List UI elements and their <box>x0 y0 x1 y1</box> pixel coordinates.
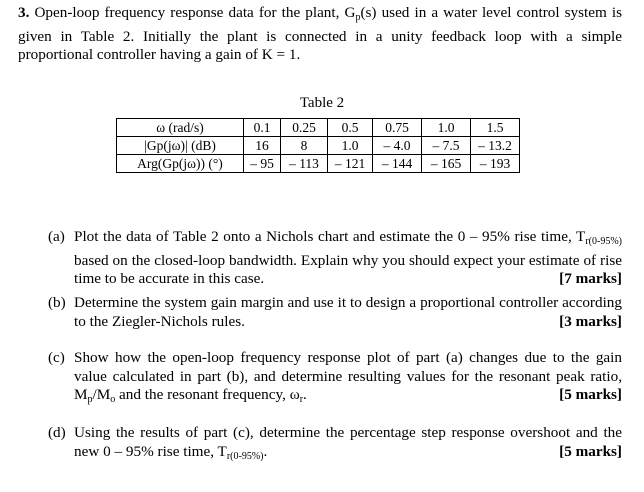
row-header: |Gp(jω)| (dB) <box>117 137 244 155</box>
table-cell: – 13.2 <box>471 137 520 155</box>
part-d-marks: [5 marks] <box>559 442 622 460</box>
part-c-sub-p: p <box>87 394 93 405</box>
intro-subscript: p <box>355 12 361 23</box>
part-c-sub-r: r <box>299 394 304 405</box>
table-cell: 0.25 <box>281 119 328 137</box>
table-cell: – 7.5 <box>422 137 471 155</box>
table-cell: 1.0 <box>328 137 373 155</box>
row-header: ω (rad/s) <box>117 119 244 137</box>
part-d-label: (d) <box>48 424 66 441</box>
table-cell: 1.0 <box>422 119 471 137</box>
table-cell: – 193 <box>471 155 520 173</box>
intro-text-2: (s) used in a water level control system is given in Table 2. Initially the plant is connected in a unity feedback loop with a simple proportional controller having a gain of K = 1. <box>18 4 623 63</box>
table-cell: – 165 <box>422 155 471 173</box>
part-d-text-1: Using the results of part (c), determine the percentage step response overshoot and the new 0 – 95% rise time, T <box>74 424 622 460</box>
part-d-text-2: . <box>263 442 268 460</box>
part-c-sub-o: o <box>110 394 116 405</box>
table-row <box>117 155 520 173</box>
table-cell: 8 <box>281 137 328 155</box>
part-d <box>48 424 622 466</box>
part-b-marks: [3 marks] <box>559 312 622 330</box>
part-c <box>48 349 622 410</box>
table-row <box>117 137 520 155</box>
part-a-subscript: r(0-95%) <box>585 236 622 247</box>
part-c-label: (c) <box>48 349 65 366</box>
intro-text-1: Open-loop frequency response data for the plant, G <box>34 4 356 21</box>
table-cell: 0.5 <box>328 119 373 137</box>
part-a-text <box>74 228 622 289</box>
frequency-response-table <box>116 118 520 173</box>
question-intro <box>18 4 622 65</box>
table-row <box>117 119 520 137</box>
table-cell: – 4.0 <box>373 137 422 155</box>
part-a-text-1: Plot the data of Table 2 onto a Nichols chart and estimate the 0 – 95% rise time, T <box>74 228 586 245</box>
part-a-label: (a) <box>48 228 65 245</box>
part-c-marks: [5 marks] <box>559 386 622 403</box>
part-b-text <box>74 294 622 331</box>
part-a-marks: [7 marks] <box>559 270 622 287</box>
row-header: Arg(Gp(jω)) (°) <box>117 155 244 173</box>
table-cell: – 113 <box>281 155 328 173</box>
table-cell: 0.1 <box>244 119 281 137</box>
table-cell: – 121 <box>328 155 373 173</box>
part-c-text <box>74 349 622 410</box>
table-cell: 1.5 <box>471 119 520 137</box>
table-caption: Table 2 <box>299 95 345 111</box>
part-c-text-1: Show how the open-loop frequency response plot of part (a) changes due to the gain value calculated in part (b), and determine resulting values for the resonant peak ratio, M <box>74 349 622 403</box>
part-c-text-3: and the resonant frequency, ω <box>115 386 300 403</box>
table-cell: – 95 <box>244 155 281 173</box>
table-cell: 16 <box>244 137 281 155</box>
table-cell: – 144 <box>373 155 422 173</box>
part-a-text-2: based on the closed-loop bandwidth. Explain why you should expect your estimate of rise time to be accurate in this case. <box>74 251 622 287</box>
part-d-text <box>74 424 622 466</box>
part-b-text-1: Determine the system gain margin and use it to design a proportional controller according to the Ziegler-Nichols rules. <box>74 294 622 330</box>
question-number: 3. <box>18 4 30 21</box>
part-a <box>48 228 622 289</box>
part-b <box>48 294 622 331</box>
table-cell: 0.75 <box>373 119 422 137</box>
part-b-label: (b) <box>48 294 66 311</box>
part-c-text-4: . <box>303 386 307 403</box>
part-c-text-2: /M <box>92 386 111 403</box>
part-d-subscript: r(0-95%) <box>226 450 264 462</box>
